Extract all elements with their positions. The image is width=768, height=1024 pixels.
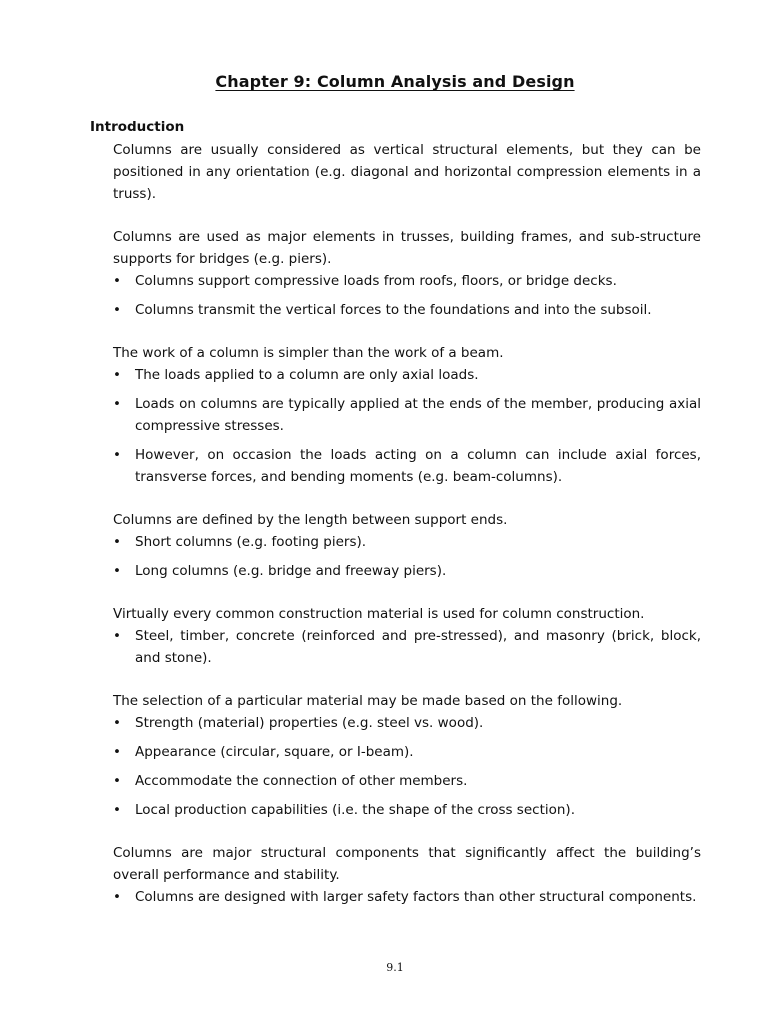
list-item-text: The loads applied to a column are only axial loads. <box>135 367 479 383</box>
list-item <box>113 531 701 553</box>
bullet-icon: • <box>113 563 121 579</box>
list-item-text: Columns are designed with larger safety factors than other structural components. <box>135 889 697 905</box>
list-item-text: Appearance (circular, square, or I-beam). <box>135 744 414 760</box>
list-item <box>113 741 701 763</box>
paragraph-block <box>113 226 701 321</box>
bullet-icon: • <box>113 628 121 644</box>
paragraph-block <box>113 603 701 669</box>
bullet-icon: • <box>113 302 121 318</box>
bullet-icon: • <box>113 802 121 818</box>
bullet-list <box>113 712 701 821</box>
bullet-list <box>113 364 701 488</box>
bullet-icon: • <box>113 367 121 383</box>
paragraph: Columns are usually considered as vertical structural elements, but they can be positioned in any orientation (e.g. diagonal and horizontal compression elements in a truss). <box>113 142 701 202</box>
body-content <box>113 139 701 908</box>
paragraph-block <box>113 842 701 908</box>
page-number: 9.1 <box>386 961 404 974</box>
bullet-icon: • <box>113 744 121 760</box>
paragraph: The selection of a particular material may be made based on the following. <box>113 693 623 709</box>
list-item-text: Short columns (e.g. footing piers). <box>135 534 367 550</box>
list-item-text: Long columns (e.g. bridge and freeway piers). <box>135 563 447 579</box>
list-item <box>113 799 701 821</box>
bullet-list <box>113 270 701 321</box>
section-heading: Introduction <box>90 119 185 135</box>
list-item <box>113 299 701 321</box>
chapter-title: Chapter 9: Column Analysis and Design <box>215 72 575 91</box>
list-item <box>113 393 701 437</box>
paragraph: Columns are defined by the length between support ends. <box>113 512 508 528</box>
list-item <box>113 444 701 488</box>
bullet-list <box>113 886 701 908</box>
bullet-icon: • <box>113 715 121 731</box>
list-item <box>113 886 701 908</box>
bullet-icon: • <box>113 534 121 550</box>
bullet-icon: • <box>113 396 121 412</box>
list-item-text: Strength (material) properties (e.g. steel vs. wood). <box>135 715 484 731</box>
bullet-icon: • <box>113 273 121 289</box>
list-item-text: Accommodate the connection of other members. <box>135 773 468 789</box>
paragraph-block <box>113 509 701 582</box>
paragraph: Columns are used as major elements in trusses, building frames, and sub-structure supports for bridges (e.g. piers). <box>113 229 701 267</box>
list-item-text: Loads on columns are typically applied at the ends of the member, producing axial compressive stresses. <box>135 396 701 434</box>
paragraph: The work of a column is simpler than the work of a beam. <box>113 345 504 361</box>
list-item-text: Local production capabilities (i.e. the shape of the cross section). <box>135 802 575 818</box>
list-item <box>113 270 701 292</box>
paragraph: Virtually every common construction material is used for column construction. <box>113 606 645 622</box>
list-item <box>113 712 701 734</box>
bullet-icon: • <box>113 447 121 463</box>
list-item-text: Columns transmit the vertical forces to the foundations and into the subsoil. <box>135 302 652 318</box>
bullet-list <box>113 531 701 582</box>
list-item <box>113 625 701 669</box>
paragraph-block <box>113 139 701 205</box>
bullet-list <box>113 625 701 669</box>
list-item <box>113 364 701 386</box>
list-item <box>113 770 701 792</box>
paragraph-block <box>113 342 701 488</box>
list-item <box>113 560 701 582</box>
paragraph-block <box>113 690 701 821</box>
bullet-icon: • <box>113 889 121 905</box>
list-item-text: However, on occasion the loads acting on a column can include axial forces, transverse forces, and bending moments (e.g. beam-columns). <box>135 447 701 485</box>
bullet-icon: • <box>113 773 121 789</box>
list-item-text: Steel, timber, concrete (reinforced and pre-stressed), and masonry (brick, block, and stone). <box>135 628 701 666</box>
paragraph: Columns are major structural components that significantly affect the building’s overall performance and stability. <box>113 845 701 883</box>
list-item-text: Columns support compressive loads from roofs, floors, or bridge decks. <box>135 273 617 289</box>
